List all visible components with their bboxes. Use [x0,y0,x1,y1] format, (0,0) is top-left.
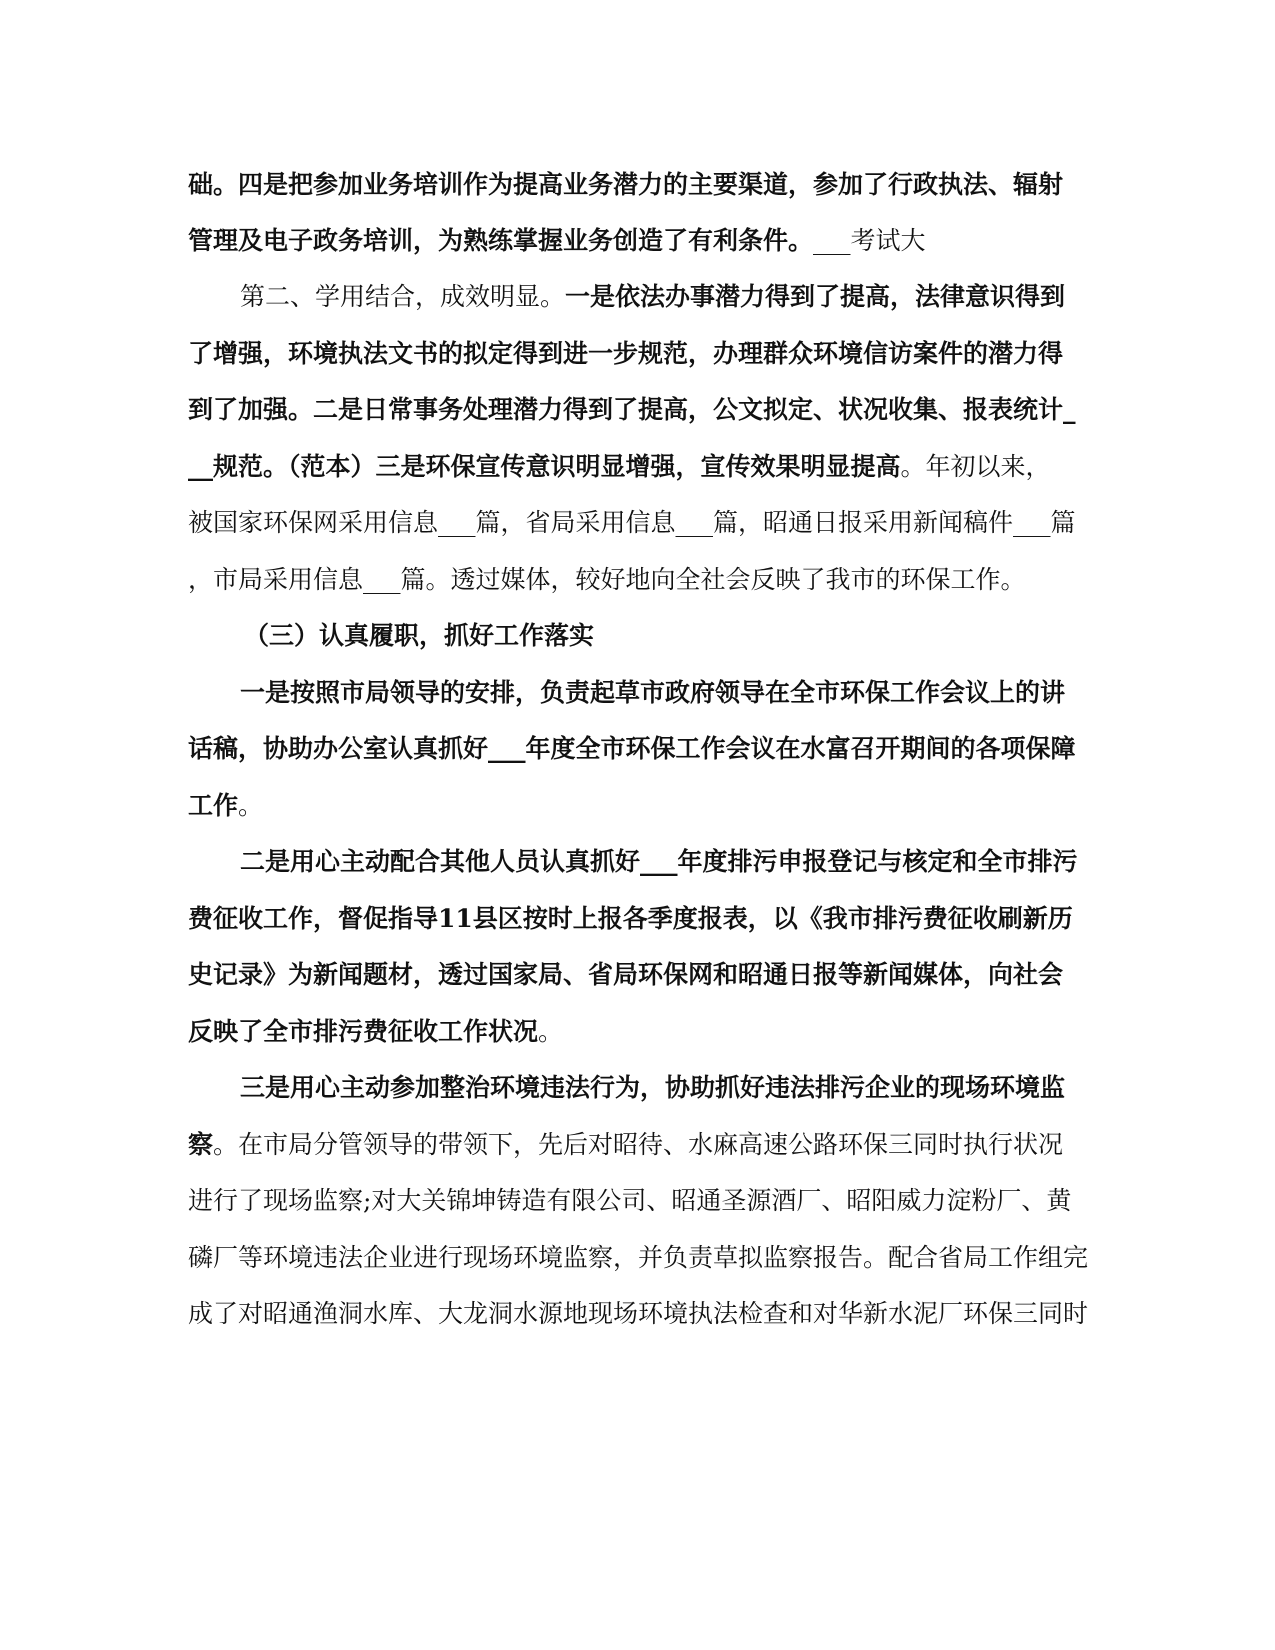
text-line-19 [188,1181,1088,1221]
text-line-10 [240,673,1140,713]
bold-text: 管理及电子政务培训，为熟练掌握业务创造了有利条件。 [188,226,814,255]
bold-text: 史记录》为新闻题材，透过国家局、省局环保网和昭通日报等新闻媒体，向社会 [188,960,1064,989]
bold-text: 二是用心主动配合其他人员认真抓好___年度排污申报登记与核定和全市排污 [240,847,1078,876]
text-line-21 [188,1294,1088,1334]
bold-text: （三）认真履职，抓好工作落实 [244,621,595,650]
bold-text: 三是用心主动参加整治环境违法行为，协助抓好违法排污企业的现场环境监 [240,1073,1066,1102]
normal-text: ，市局采用信息___篇。透过媒体，较好地向全社会反映了我市的环保工作。 [188,565,1026,594]
text-line-12 [188,786,1088,826]
bold-text: 工作 [188,791,239,820]
bold-text: 费征收工作，督促指导11县区按时上报各季度报表，以《我市排污费征收刷新历 [188,904,1073,933]
bold-text: 察 [188,1130,214,1159]
text-line-11 [188,729,1088,769]
normal-text: ___考试大 [813,226,926,255]
normal-text: 第二、学用结合，成效明显。 [240,282,566,311]
text-line-1 [188,165,1088,205]
bold-text: 础。四是把参加业务培训作为提高业务潜力的主要渠道，参加了行政执法、辐射 [188,170,1064,199]
text-line-2 [188,221,1088,261]
normal-text: 。 [238,791,264,820]
bold-text: 反映了全市排污费征收工作状况 [188,1017,539,1046]
bold-text: 了增强，环境执法文书的拟定得到进一步规范，办理群众环境信访案件的潜力得 [188,339,1064,368]
bold-text: __规范。（范本）三是环保宣传意识明显增强，宣传效果明显提高 [188,452,901,481]
text-line-8 [188,560,1088,600]
text-line-13 [240,842,1140,882]
normal-text: 。 [538,1017,564,1046]
text-line-15 [188,955,1088,995]
text-line-3 [240,277,1140,317]
text-line-17 [240,1068,1140,1108]
text-line-7 [188,503,1088,543]
bold-text: 一是依法办事潜力得到了提高，法律意识得到 [565,282,1066,311]
text-line-4 [188,334,1088,374]
normal-text: 成了对昭通渔洞水库、大龙洞水源地现场环境执法检查和对华新水泥厂环保三同时 [188,1299,1088,1328]
text-line-20 [188,1238,1088,1278]
normal-text: 。年初以来， [900,452,1051,481]
normal-text: 被国家环保网采用信息___篇，省局采用信息___篇，昭通日报采用新闻稿件___篇 [188,508,1076,537]
section-heading [244,616,1144,656]
normal-text: 磷厂等环境违法企业进行现场环境监察，并负责草拟监察报告。配合省局工作组完 [188,1243,1088,1272]
bold-text: 话稿，协助办公室认真抓好___年度全市环保工作会议在水富召开期间的各项保障 [188,734,1076,763]
text-line-16 [188,1012,1088,1052]
text-line-14 [188,899,1088,939]
text-line-18 [188,1125,1088,1165]
bold-text: 到了加强。二是日常事务处理潜力得到了提高，公文拟定、状况收集、报表统计_ [188,395,1076,424]
text-line-6 [188,447,1088,487]
text-line-5 [188,390,1088,430]
bold-text: 一是按照市局领导的安排，负责起草市政府领导在全市环保工作会议上的讲 [240,678,1066,707]
normal-text: 。在市局分管领导的带领下，先后对昭待、水麻高速公路环保三同时执行状况 [213,1130,1064,1159]
normal-text: 进行了现场监察;对大关锦坤铸造有限公司、昭通圣源酒厂、昭阳威力淀粉厂、黄 [188,1186,1072,1215]
